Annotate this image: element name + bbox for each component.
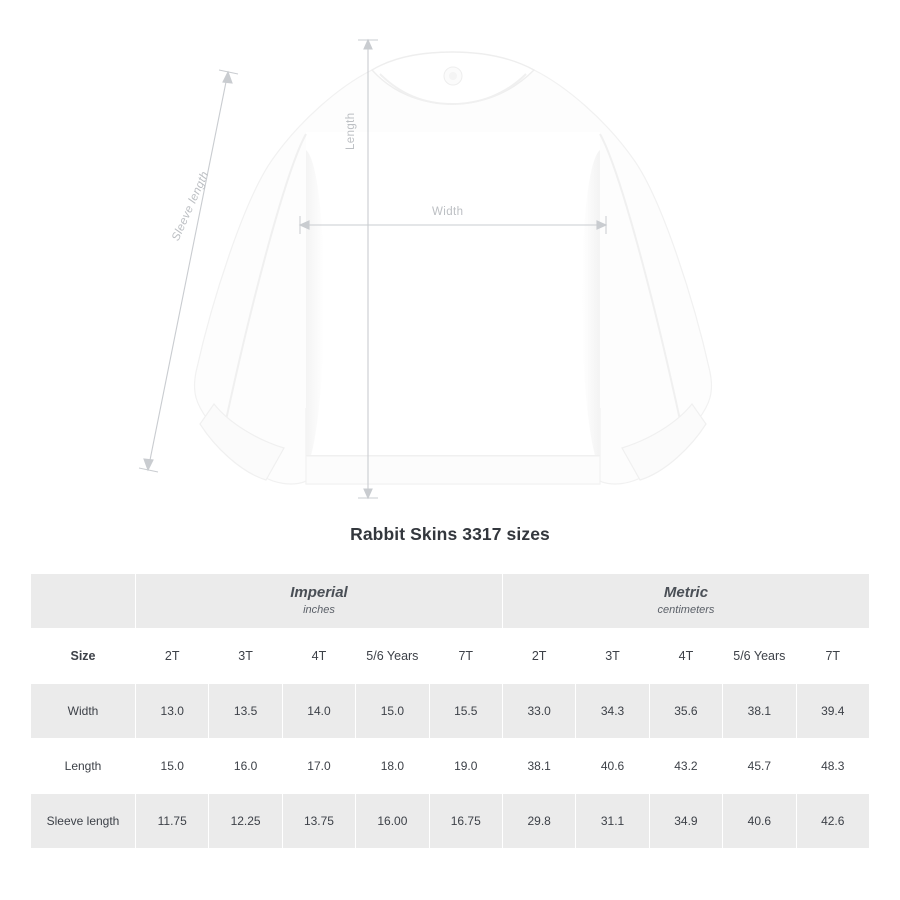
- cell-sleeve-metric-4: 42.6: [796, 794, 869, 849]
- table-row: [31, 794, 870, 849]
- size-header-metric-1: 3T: [576, 629, 649, 684]
- size-column-header: Size: [31, 629, 136, 684]
- row-label-length: Length: [31, 739, 136, 794]
- garment-body: [195, 52, 712, 484]
- cell-width-imperial-2: 14.0: [282, 684, 355, 739]
- size-header-metric-0: 2T: [502, 629, 575, 684]
- table-group-header-row: [31, 574, 870, 629]
- length-measure-label: Length: [345, 112, 357, 150]
- sleeve-length-measure-label: Sleeve length: [170, 169, 212, 243]
- cell-width-metric-0: 33.0: [502, 684, 575, 739]
- size-header-imperial-3: 5/6 Years: [356, 629, 429, 684]
- table-size-header-row: [31, 629, 870, 684]
- cell-sleeve-imperial-1: 12.25: [209, 794, 282, 849]
- group-title-imperial: Imperial: [290, 584, 348, 602]
- size-header-imperial-4: 7T: [429, 629, 502, 684]
- cell-width-imperial-1: 13.5: [209, 684, 282, 739]
- cell-sleeve-imperial-4: 16.75: [429, 794, 502, 849]
- row-label-width: Width: [31, 684, 136, 739]
- cell-length-metric-2: 43.2: [649, 739, 722, 794]
- cell-sleeve-metric-3: 40.6: [723, 794, 796, 849]
- table-row: [31, 684, 870, 739]
- cell-sleeve-imperial-0: 11.75: [136, 794, 209, 849]
- cell-width-imperial-4: 15.5: [429, 684, 502, 739]
- size-chart-table-wrap: [30, 573, 870, 849]
- cell-width-metric-1: 34.3: [576, 684, 649, 739]
- size-header-imperial-0: 2T: [136, 629, 209, 684]
- cell-length-metric-4: 48.3: [796, 739, 869, 794]
- cell-length-imperial-1: 16.0: [209, 739, 282, 794]
- cell-width-metric-2: 35.6: [649, 684, 722, 739]
- cell-length-metric-0: 38.1: [502, 739, 575, 794]
- cell-sleeve-imperial-3: 16.00: [356, 794, 429, 849]
- size-header-metric-3: 5/6 Years: [723, 629, 796, 684]
- cell-width-metric-4: 39.4: [796, 684, 869, 739]
- cell-width-metric-3: 38.1: [723, 684, 796, 739]
- page-title: Rabbit Skins 3317 sizes: [350, 524, 550, 544]
- cell-sleeve-metric-0: 29.8: [502, 794, 575, 849]
- cell-sleeve-metric-2: 34.9: [649, 794, 722, 849]
- cell-length-metric-3: 45.7: [723, 739, 796, 794]
- size-chart-table: [30, 573, 870, 849]
- cell-sleeve-imperial-2: 13.75: [282, 794, 355, 849]
- cell-length-imperial-3: 18.0: [356, 739, 429, 794]
- width-measure-label: Width: [432, 206, 464, 218]
- cell-width-imperial-3: 15.0: [356, 684, 429, 739]
- row-label-sleeve-length: Sleeve length: [31, 794, 136, 849]
- cell-sleeve-metric-1: 31.1: [576, 794, 649, 849]
- table-row: [31, 739, 870, 794]
- group-header-imperial: [136, 574, 503, 629]
- group-title-metric: Metric: [663, 584, 709, 602]
- cell-length-imperial-0: 15.0: [136, 739, 209, 794]
- cell-length-metric-1: 40.6: [576, 739, 649, 794]
- cell-length-imperial-2: 17.0: [282, 739, 355, 794]
- group-subtitle-imperial: inches: [303, 604, 335, 617]
- size-header-imperial-2: 4T: [282, 629, 355, 684]
- cell-width-imperial-0: 13.0: [136, 684, 209, 739]
- size-header-metric-4: 7T: [796, 629, 869, 684]
- size-header-metric-2: 4T: [649, 629, 722, 684]
- size-header-imperial-1: 3T: [209, 629, 282, 684]
- cell-length-imperial-4: 19.0: [429, 739, 502, 794]
- group-subtitle-metric: centimeters: [657, 604, 715, 617]
- group-header-metric: [502, 574, 869, 629]
- group-header-corner: [31, 574, 136, 629]
